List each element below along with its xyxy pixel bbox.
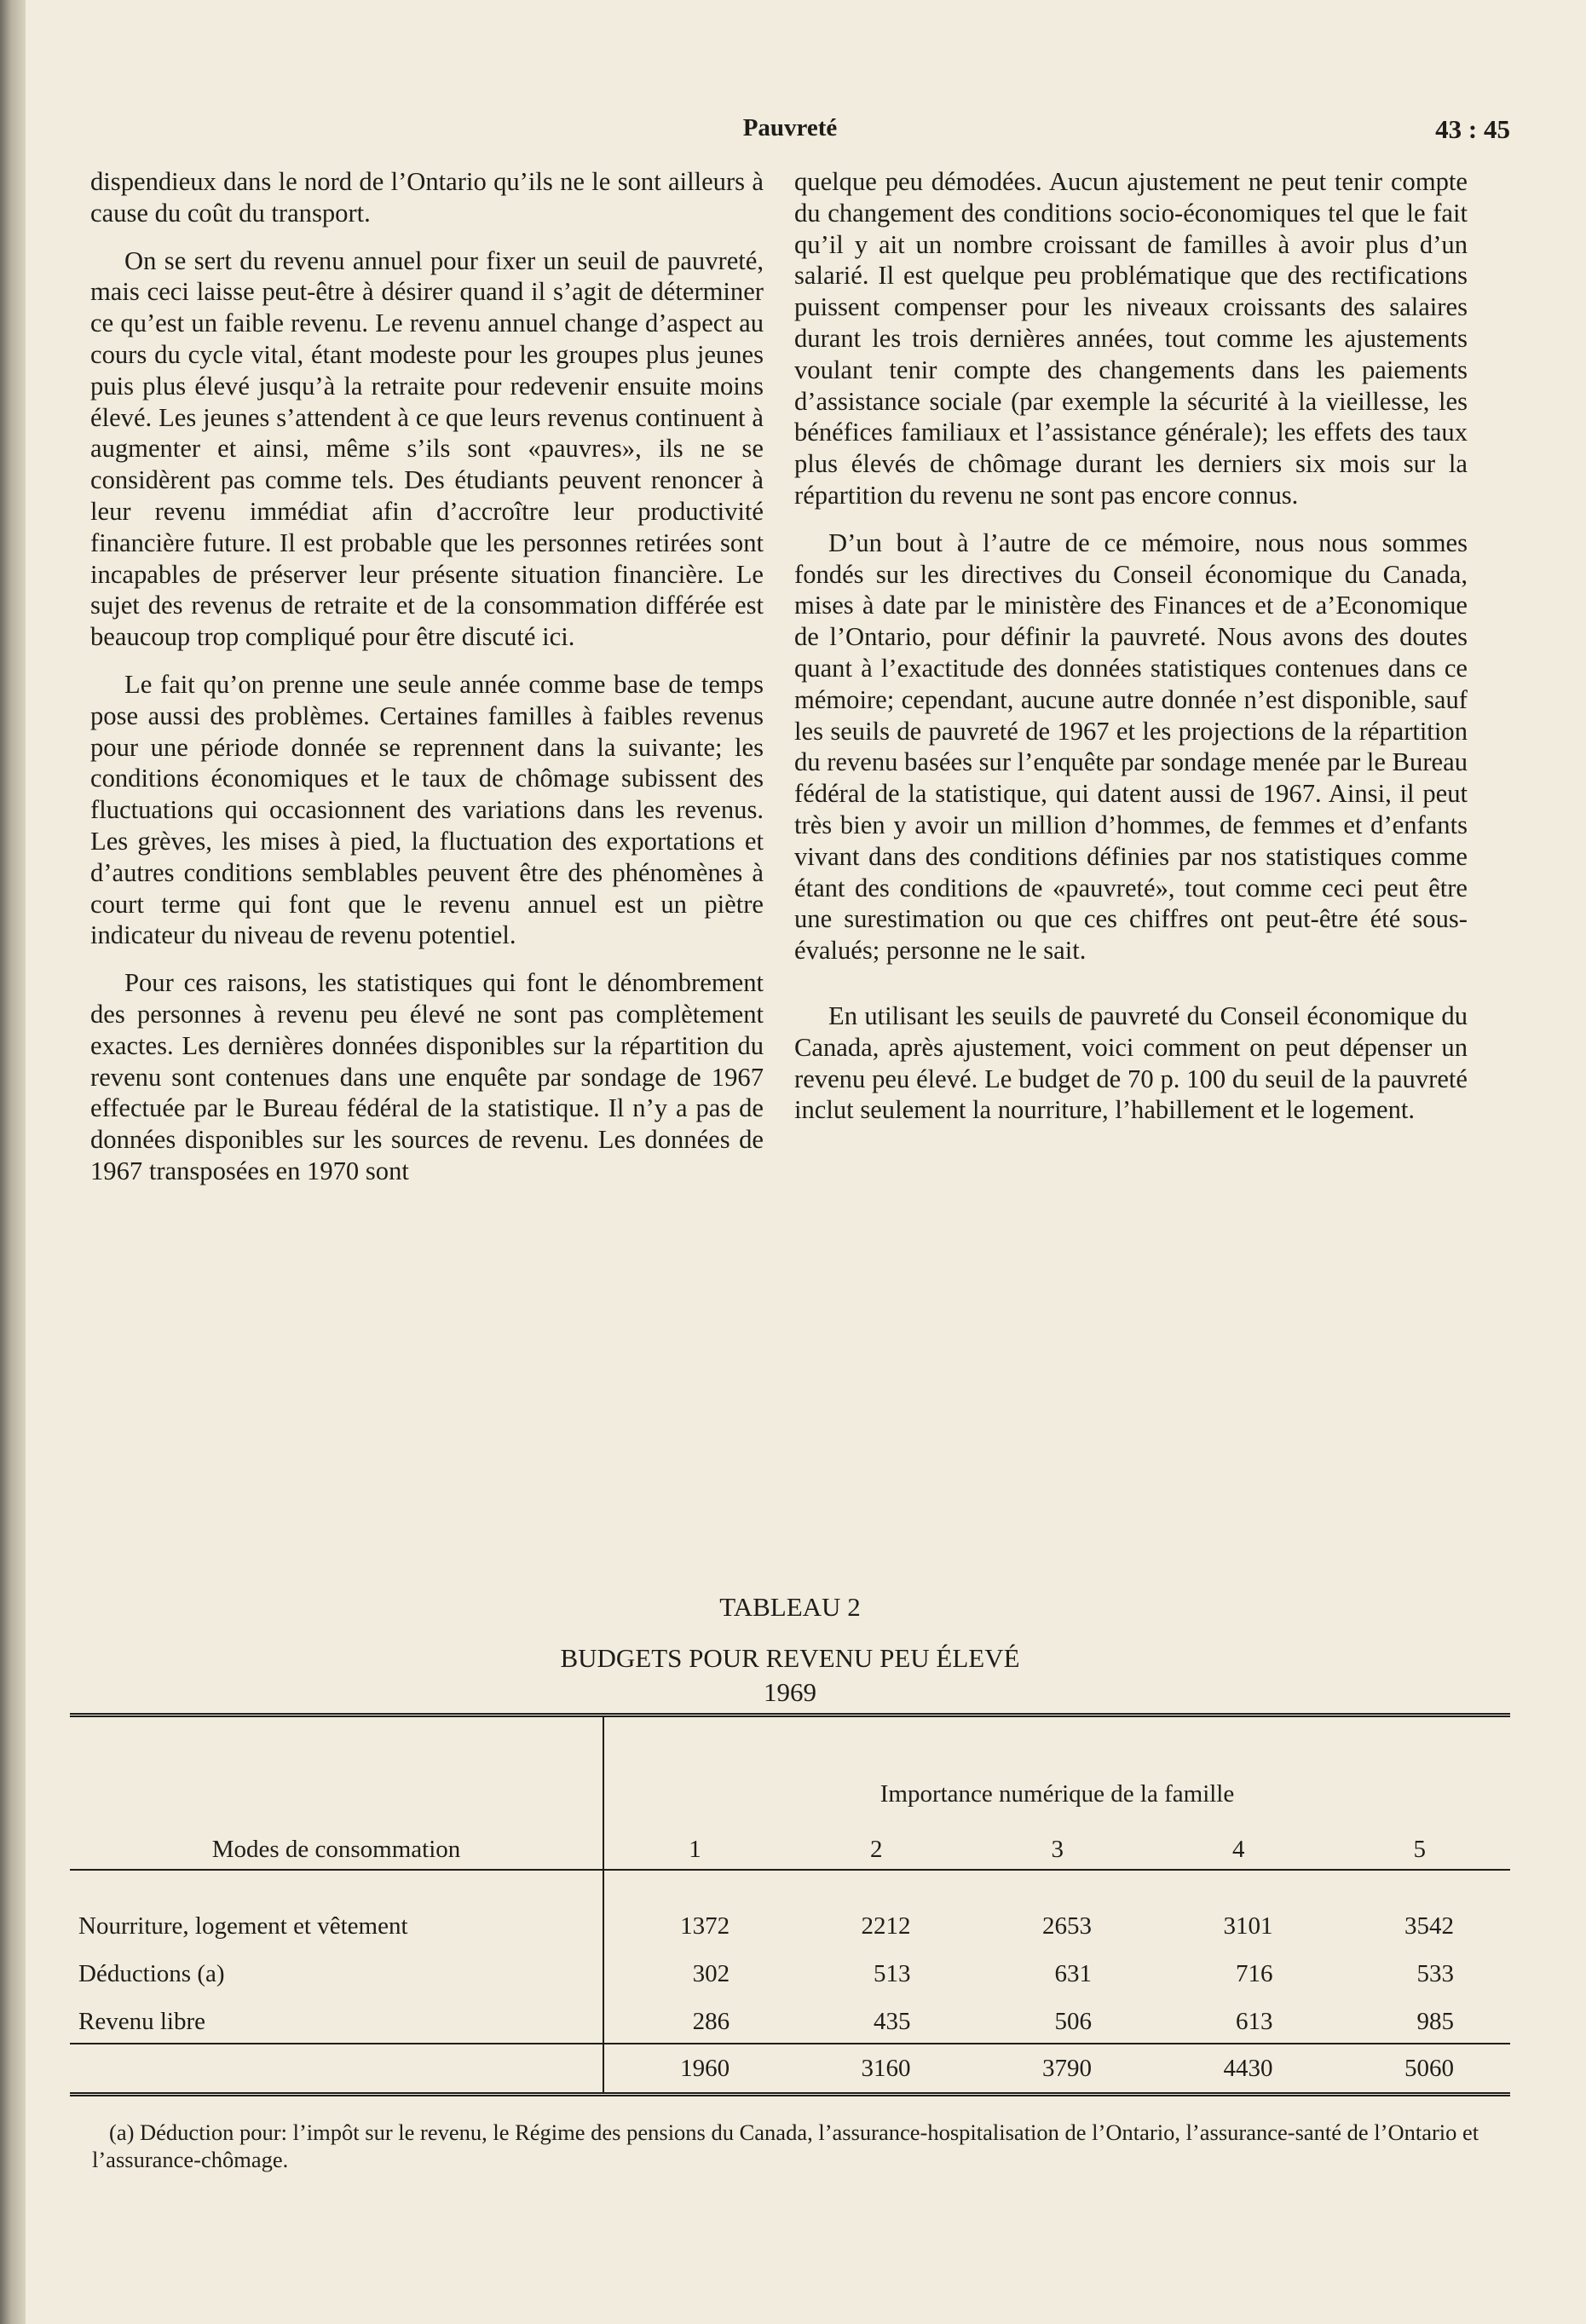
total-cell: 5060 — [1329, 2044, 1510, 2095]
table-cell: 302 — [692, 1960, 730, 1987]
total-cell: 3160 — [786, 2044, 966, 2095]
table-cell: 3101 — [1223, 1912, 1273, 1940]
row-label: Revenu libre — [70, 1988, 603, 2044]
paragraph: quelque peu démodées. Aucun ajustement ne peut tenir compte du changement des conditions socio-économiques tel que le fait qu’il y ait un nombre croissant de familles à avoir plus d’un salarié. Il est quelque peu problématique que des rectifications puissent compenser pour les niveaux croissants des salaires durant les trois dernières années, tout comme les ajustements voulant tenir compte des changements dans les paiements d’assistance sociale (par exemple la sécurité à la vieillesse, les bénéfices familiaux et l’assistance générale); les effets des taux plus élevés de chômage durant les derniers six mois sur la répartition du revenu ne sont pas encore connus. — [794, 167, 1468, 510]
group-header: Importance numérique de la famille — [880, 1780, 1235, 1808]
page-number: 43 : 45 — [1435, 114, 1510, 144]
table-cell: 716 — [1235, 1960, 1273, 1987]
total-cell: 3790 — [967, 2044, 1148, 2095]
left-column — [90, 166, 764, 1203]
table-cell: 1372 — [680, 1912, 730, 1940]
table-row — [70, 1988, 1510, 2044]
table-cell: 985 — [1329, 1988, 1510, 2044]
column-header: 5 — [1329, 1814, 1510, 1870]
table-label: TABLEAU 2 — [719, 1592, 861, 1622]
document-page — [26, 0, 1586, 2324]
table-cell: 506 — [967, 1988, 1148, 2044]
paragraph: En utilisant les seuils de pauvreté du Conseil économique du Canada, après ajustement, voici comment on peut dépenser un revenu peu élevé. Le budget de 70 p. 100 du seuil de la pauvreté inclut seulement la nourriture, l’habillement et le logement. — [794, 1001, 1468, 1125]
paragraph: Le fait qu’on prenne une seule année comme base de temps pose aussi des problèmes. Certaines familles à faibles revenus pour une période donnée se reprennent dans la suivante; les conditions économiques et le taux de chômage subissent des fluctuations qui occasionnent des variations dans les revenus. Les grèves, les mises à pied, la fluctuation des exportations et d’autres conditions semblables peuvent être des phénomènes à court terme qui font que le revenu annuel est un piètre indicateur du niveau de revenu potentiel. — [90, 669, 764, 950]
table-title: BUDGETS POUR REVENU PEU ÉLEVÉ — [560, 1643, 1020, 1673]
right-column — [794, 166, 1468, 1142]
row-label: Déductions (a) — [70, 1941, 603, 1988]
stub-header: Modes de consommation — [70, 1814, 603, 1870]
table-cell: 631 — [1054, 1960, 1092, 1987]
total-cell: 4430 — [1148, 2044, 1329, 2095]
table-cell: 513 — [874, 1960, 911, 1987]
paragraph: dispendieux dans le nord de l’Ontario qu’ils ne le sont ailleurs à cause du coût du transport. — [90, 167, 764, 228]
table-cell: 2653 — [1042, 1912, 1092, 1940]
column-header: 1 — [603, 1814, 786, 1870]
budget-table — [70, 1713, 1510, 2096]
table-cell: 613 — [1148, 1988, 1329, 2044]
table-cell: 2212 — [861, 1912, 911, 1940]
book-binding-edge — [0, 0, 26, 2324]
table-cell: 3542 — [1404, 1912, 1454, 1940]
running-header — [70, 114, 1510, 157]
table-year: 1969 — [764, 1677, 816, 1707]
total-cell: 1960 — [603, 2044, 786, 2095]
table-section — [70, 1590, 1510, 2173]
column-header: 2 — [786, 1814, 966, 1870]
column-header: 3 — [967, 1814, 1148, 1870]
row-label: Nourriture, logement et vêtement — [70, 1870, 603, 1941]
table-cell: 435 — [786, 1988, 966, 2044]
table-cell: 533 — [1416, 1960, 1454, 1987]
totals-row — [70, 2044, 1510, 2095]
paragraph: Pour ces raisons, les statistiques qui font le dénombrement des personnes à revenu peu élevé ne sont pas complètement exactes. Les dernières données disponibles sur la répartition du revenu sont contenues dans une enquête par sondage de 1967 effectuée par le Bureau fédéral de la statistique. Il n’y a pas de données disponibles sur les sources de revenu. Les données de 1967 transposées en 1970 sont — [90, 968, 764, 1185]
table-row — [70, 1870, 1510, 1941]
paragraph: D’un bout à l’autre de ce mémoire, nous nous sommes fondés sur les directives du Conseil économique du Canada, mises à date par le ministère des Finances et de a’Economique de l’Ontario, pour définir la pauvreté. Nous avons des doutes quant à l’exactitude des données statistiques contenues dans ce mémoire; cependant, aucune autre donnée n’est disponible, sauf les seuils de pauvreté de 1967 et les projections de la répartition du revenu basées sur l’enquête par sondage menée par le Bureau fédéral de la statistique, qui datent aussi de 1967. Ainsi, il peut très bien y avoir un million d’hommes, de femmes et d’enfants vivant dans des conditions définies par nos statistiques comme étant des conditions de «pauvreté», tout comme ceci peut être une surestimation ou que ces chiffres ont peut-être été sous-évalués; personne ne le sait. — [794, 528, 1468, 966]
column-header: 4 — [1148, 1814, 1329, 1870]
table-row — [70, 1941, 1510, 1988]
running-title: Pauvreté — [742, 114, 838, 141]
table-footnote: (a) Déduction pour: l’impôt sur le revenu, le Régime des pensions du Canada, l’assurance-hospitalisation de l’Ontario, l’assurance-santé de l’Ontario et l’assurance-chômage. — [92, 2119, 1479, 2172]
table-cell: 286 — [603, 1988, 786, 2044]
paragraph: On se sert du revenu annuel pour fixer un seuil de pauvreté, mais ceci laisse peut-être à désirer quand il s’agit de déterminer ce qu’est un faible revenu. Le revenu annuel change d’aspect au cours du cycle vital, étant modeste pour les groupes plus jeunes puis plus élevé jusqu’à la retraite pour redevenir ensuite moins élevé. Les jeunes s’attendent à ce que leurs revenus continuent à augmenter et ainsi, même s’ils sont «pauvres», ils ne se considèrent pas comme tels. Des étudiants peuvent renoncer à leur revenu immédiat afin d’accroître leur productivité financière future. Il est probable que les personnes retirées sont incapables de préserver leur présente situation financière. Le sujet des revenus de retraite et de la consommation différée est beaucoup trop compliqué pour être discuté ici. — [90, 245, 764, 652]
